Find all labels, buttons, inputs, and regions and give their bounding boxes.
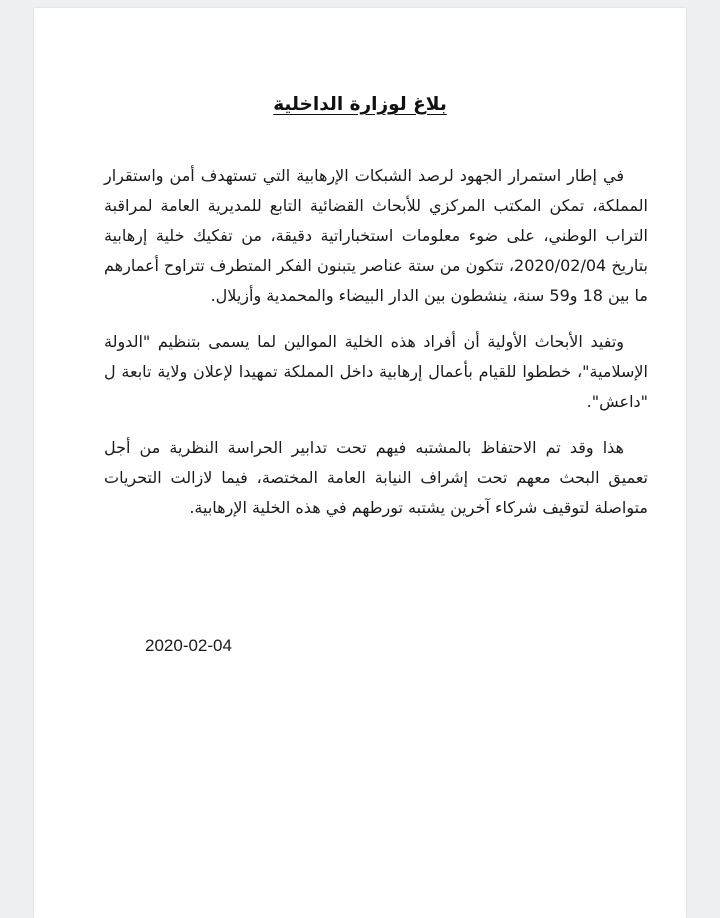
document-date: 2020-02-04 (145, 636, 232, 655)
document-title-container (34, 94, 686, 115)
document-page (34, 8, 686, 918)
paragraph-3: هذا وقد تم الاحتفاظ بالمشتبه فيهم تحت تدابير الحراسة النظرية من أجل تعميق البحث معهم تحت إشراف النيابة العامة المختصة، فيما لازالت التحريات متواصلة لتوقيف شركاء آخرين يشتبه تورطهم في هذه الخلية الإرهابية. (104, 438, 648, 517)
paragraph-1: في إطار استمرار الجهود لرصد الشبكات الإرهابية التي تستهدف أمن واستقرار المملكة، تمكن المكتب المركزي للأبحاث القضائية التابع للمديرية العامة لمراقبة التراب الوطني، على ضوء معلومات استخباراتية دقيقة، من تفكيك خلية إرهابية بتاريخ 2020/02/04، تتكون من ستة عناصر يتبنون الفكر المتطرف تتراوح أعمارهم ما بين 18 و59 سنة، ينشطون بين الدار البيضاء والمحمدية وأزيلال. (104, 166, 649, 305)
document-body (104, 161, 648, 539)
document-title: بلاغ لوزارة الداخلية (273, 94, 447, 115)
paragraph-2: وتفيد الأبحاث الأولية أن أفراد هذه الخلية الموالين لما يسمى بتنظيم "الدولة الإسلامية"، خططوا للقيام بأعمال إرهابية داخل المملكة تمهيدا لإعلان ولاية تابعة ل "داعش". (104, 332, 648, 411)
